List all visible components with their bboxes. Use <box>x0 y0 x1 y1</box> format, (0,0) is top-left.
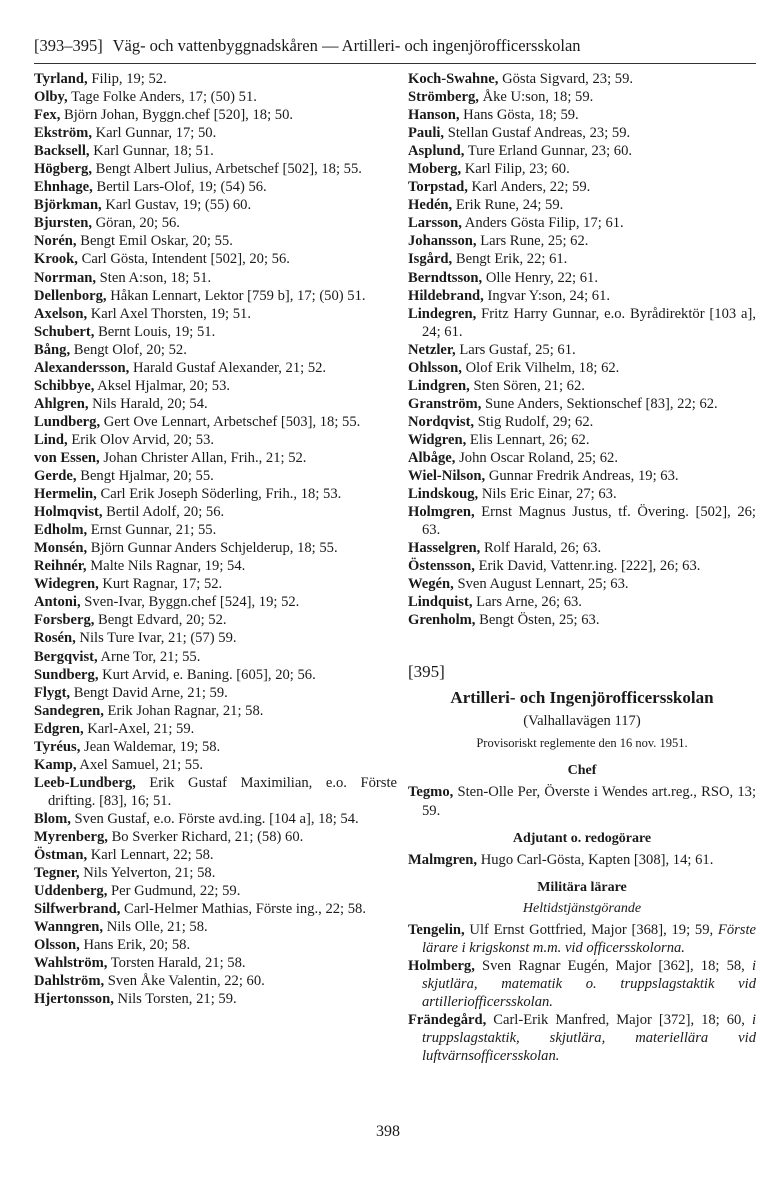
entry-text: Ingvar Y:son, 24; 61. <box>487 287 611 304</box>
list-entry <box>34 936 397 954</box>
entry-name: Schubert, <box>34 323 95 340</box>
list-entry <box>408 160 756 178</box>
header-title: Väg- och vattenbyggnadskåren — Artilleri- och ingenjörofficersskolan <box>112 36 581 55</box>
entry-name: Uddenberg, <box>34 883 108 900</box>
header-rule <box>34 63 756 64</box>
entry-text: Carl Erik Joseph Söderling, Frih., 18; 53. <box>100 486 342 503</box>
entry-name: Malmgren, <box>408 851 478 868</box>
list-entry <box>408 593 756 611</box>
entry-text: Karl Anders, 22; 59. <box>471 179 591 196</box>
entry-name: Ehnhage, <box>34 179 93 196</box>
entry-text: Göran, 20; 56. <box>95 215 180 232</box>
entry-text: Bengt Olof, 20; 52. <box>73 341 187 358</box>
entry-text: Nils Harald, 20; 54. <box>92 395 208 412</box>
list-entry <box>34 341 397 359</box>
entry-name: Hermelin, <box>34 486 97 503</box>
list-entry <box>408 359 756 377</box>
entry-text: Gösta Sigvard, 23; 59. <box>502 71 634 87</box>
running-header <box>34 36 756 56</box>
entry-name: Högberg, <box>34 161 92 178</box>
entry-name: Schibbye, <box>34 377 95 394</box>
list-entry <box>408 557 756 575</box>
entry-name: Edgren, <box>34 720 84 737</box>
list-entry <box>34 629 397 647</box>
entry-name: Torpstad, <box>408 179 468 196</box>
list-entry <box>34 684 397 702</box>
entry-name: Nordqvist, <box>408 413 475 430</box>
entry-name: Silfwerbrand, <box>34 901 121 918</box>
list-entry <box>408 269 756 287</box>
entry-text: Hans Erik, 20; 58. <box>83 937 191 954</box>
list-entry <box>408 449 756 467</box>
entry-text: Hans Gösta, 18; 59. <box>463 107 579 124</box>
entry-name: Krook, <box>34 251 78 268</box>
list-entry <box>408 341 756 359</box>
left-column <box>34 70 397 1008</box>
right-entry-list <box>408 70 756 629</box>
entry-name: Forsberg, <box>34 612 95 629</box>
adjutant-heading: Adjutant o. redogörare <box>512 830 652 846</box>
entry-text: Sven Ragnar Eugén, Major [362], 18; 58, <box>482 957 745 974</box>
list-entry <box>408 250 756 268</box>
entry-name: Johansson, <box>408 233 477 250</box>
entry-text: Stig Rudolf, 29; 62. <box>477 413 594 430</box>
entry-name: Frändegård, <box>408 1011 487 1028</box>
page-range: [393–395] <box>34 36 103 55</box>
list-entry <box>408 70 756 88</box>
entry-text: Bertil Adolf, 20; 56. <box>106 504 225 521</box>
list-entry <box>408 539 756 557</box>
entry-name: Lundberg, <box>34 413 101 430</box>
entry-name: Hedén, <box>408 197 453 214</box>
entry-note: i skjutlära, matematik o. truppslagstaktik vid artilleriofficersskolan. <box>422 957 756 1010</box>
entry-name: Sandegren, <box>34 702 104 719</box>
entry-text: Carl-Erik Manfred, Major [372], 18; 60, <box>493 1011 745 1028</box>
entry-text: Carl Gösta, Intendent [502], 20; 56. <box>81 251 290 268</box>
list-entry <box>34 106 397 124</box>
list-entry <box>34 359 397 377</box>
list-entry <box>34 828 397 846</box>
entry-name: Bjursten, <box>34 215 92 232</box>
entry-name: Netzler, <box>408 341 456 358</box>
entry-text: Arne Tor, 21; 55. <box>100 648 201 665</box>
entry-text: Bertil Lars-Olof, 19; (54) 56. <box>96 179 267 196</box>
entry-text: Lars Arne, 26; 63. <box>476 594 582 611</box>
list-entry <box>34 864 397 882</box>
entry-name: Wiel-Nilson, <box>408 468 486 485</box>
list-entry <box>34 774 397 810</box>
entry-name: Norén, <box>34 233 77 250</box>
entry-name: Tegner, <box>34 865 80 882</box>
list-entry <box>408 1011 756 1065</box>
entry-text: Hugo Carl-Gösta, Kapten [308], 14; 61. <box>480 851 714 868</box>
entry-name: Hanson, <box>408 107 460 124</box>
entry-text: Gunnar Fredrik Andreas, 19; 63. <box>488 468 679 485</box>
entry-name: Ekström, <box>34 125 92 142</box>
entry-text: Lars Gustaf, 25; 61. <box>459 341 576 358</box>
entry-text: Ernst Magnus Justus, tf. Övering. [502], 26; 63. <box>422 504 756 539</box>
section-title: Artilleri- och Ingenjörofficersskolan <box>450 688 714 708</box>
entry-name: Fex, <box>34 107 61 124</box>
entry-text: Bengt Emil Oskar, 20; 55. <box>80 233 233 250</box>
entry-name: Bång, <box>34 341 71 358</box>
entry-text: Karl Axel Thorsten, 19; 51. <box>90 305 252 322</box>
list-entry <box>408 413 756 431</box>
entry-text: Ulf Ernst Gottfried, Major [368], 19; 59, <box>469 921 714 938</box>
list-entry <box>34 431 397 449</box>
entry-text: Filip, 19; 52. <box>91 71 167 87</box>
entry-name: Albåge, <box>408 449 456 466</box>
entry-name: Holmgren, <box>408 504 475 521</box>
entry-name: Lindegren, <box>408 305 477 322</box>
entry-name: Wegén, <box>408 576 454 593</box>
chef-heading: Chef <box>567 763 597 779</box>
entry-name: Olby, <box>34 89 68 106</box>
list-entry <box>34 413 397 431</box>
page-number: 398 <box>376 1123 400 1140</box>
entry-text: Harald Gustaf Alexander, 21; 52. <box>132 359 327 376</box>
list-entry <box>408 921 756 957</box>
list-entry <box>34 810 397 828</box>
list-entry <box>34 990 397 1008</box>
teachers-heading: Militära lärare <box>537 879 627 895</box>
entry-text: Johan Christer Allan, Frih., 21; 52. <box>103 449 307 466</box>
list-entry <box>408 232 756 250</box>
list-entry <box>408 611 756 629</box>
entry-text: Björn Gunnar Anders Schjelderup, 18; 55. <box>90 540 338 557</box>
entry-text: Erik Gustaf Maximilian, e.o. Förste drifting. [83], 16; 51. <box>48 774 397 809</box>
list-entry <box>34 142 397 160</box>
list-entry <box>408 196 756 214</box>
entry-name: Antoni, <box>34 594 81 611</box>
entry-name: Leeb-Lundberg, <box>34 774 136 791</box>
entry-name: Tyréus, <box>34 738 81 755</box>
entry-name: Hasselgren, <box>408 540 481 557</box>
entry-text: Kurt Arvid, e. Baning. [605], 20; 56. <box>102 666 316 683</box>
entry-text: Jean Waldemar, 19; 58. <box>84 738 221 755</box>
entry-name: Koch-Swahne, <box>408 71 499 87</box>
entry-name: Widegren, <box>34 576 99 593</box>
list-entry <box>408 305 756 341</box>
entry-text: Björn Johan, Byggn.chef [520], 18; 50. <box>64 107 294 124</box>
entry-text: John Oscar Roland, 25; 62. <box>459 449 618 466</box>
list-entry <box>34 846 397 864</box>
entry-text: Erik David, Vattenr.ing. [222], 26; 63. <box>478 558 701 575</box>
entry-name: Östensson, <box>408 558 475 575</box>
list-entry <box>408 88 756 106</box>
entry-name: von Essen, <box>34 449 100 466</box>
entry-text: Rolf Harald, 26; 63. <box>483 540 602 557</box>
entry-name: Tegmo, <box>408 784 454 801</box>
entry-text: Nils Olle, 21; 58. <box>106 919 208 936</box>
list-entry <box>34 900 397 918</box>
entry-text: Karl Gustav, 19; (55) 60. <box>105 197 252 214</box>
entry-text: Håkan Lennart, Lektor [759 b], 17; (50) 51. <box>110 287 366 304</box>
entry-text: Sten-Olle Per, Överste i Wendes art.reg., RSO, 13; 59. <box>422 784 756 819</box>
entry-text: Sune Anders, Sektionschef [83], 22; 62. <box>485 395 718 412</box>
entry-name: Moberg, <box>408 161 462 178</box>
entry-name: Larsson, <box>408 215 462 232</box>
entry-text: Åke U:son, 18; 59. <box>482 89 594 106</box>
entry-name: Norrman, <box>34 269 97 286</box>
entry-text: Sven August Lennart, 25; 63. <box>457 576 629 593</box>
entry-text: Sven Gustaf, e.o. Förste avd.ing. [104 a], 18; 54. <box>74 810 359 827</box>
entry-name: Kamp, <box>34 756 77 773</box>
entry-name: Hildebrand, <box>408 287 484 304</box>
entry-name: Ahlgren, <box>34 395 89 412</box>
entry-name: Pauli, <box>408 125 445 142</box>
list-entry <box>34 377 397 395</box>
entry-text: Bernt Louis, 19; 51. <box>98 323 216 340</box>
section-decree: Provisoriskt reglemente den 16 nov. 1951. <box>476 736 688 751</box>
list-entry <box>34 395 397 413</box>
entry-name: Wahlström, <box>34 955 108 972</box>
entry-text: Elis Lennart, 26; 62. <box>469 431 590 448</box>
list-entry <box>408 485 756 503</box>
entry-text: Tage Folke Anders, 17; (50) 51. <box>71 89 257 106</box>
entry-name: Myrenberg, <box>34 828 108 845</box>
list-entry <box>408 178 756 196</box>
list-entry <box>34 196 397 214</box>
entry-text: Bengt Östen, 25; 63. <box>479 612 600 629</box>
entry-text: Erik Rune, 24; 59. <box>455 197 564 214</box>
entry-text: Karl Gunnar, 18; 51. <box>93 143 214 160</box>
teacher-list <box>408 921 756 1065</box>
list-entry <box>34 269 397 287</box>
entry-name: Blom, <box>34 810 71 827</box>
list-entry <box>34 882 397 900</box>
entry-text: Gert Ove Lennart, Arbetschef [503], 18; 55. <box>103 413 361 430</box>
list-entry <box>34 287 397 305</box>
list-entry <box>34 305 397 323</box>
list-entry <box>34 449 397 467</box>
list-entry <box>408 377 756 395</box>
list-entry <box>408 503 756 539</box>
list-entry <box>34 702 397 720</box>
entry-name: Olsson, <box>34 937 80 954</box>
entry-name: Strömberg, <box>408 89 479 106</box>
entry-text: Anders Gösta Filip, 17; 61. <box>464 215 624 232</box>
entry-text: Karl Filip, 23; 60. <box>464 161 570 178</box>
list-entry <box>34 575 397 593</box>
list-entry <box>408 106 756 124</box>
entry-note: Förste lärare i krigskonst m.m. vid officersskolorna. <box>422 921 757 956</box>
section-address: (Valhallavägen 117) <box>523 713 641 730</box>
entry-text: Bengt Albert Julius, Arbetschef [502], 18; 55. <box>95 161 362 178</box>
list-entry <box>34 503 397 521</box>
entry-text: Kurt Ragnar, 17; 52. <box>102 576 223 593</box>
entry-text: Torsten Harald, 21; 58. <box>110 955 246 972</box>
entry-text: Nils Ture Ivar, 21; (57) 59. <box>79 630 237 647</box>
list-entry <box>408 395 756 413</box>
list-entry <box>34 88 397 106</box>
entry-name: Monsén, <box>34 540 88 557</box>
entry-name: Berndtsson, <box>408 269 483 286</box>
list-entry <box>34 214 397 232</box>
list-entry <box>34 756 397 774</box>
list-entry <box>34 539 397 557</box>
entry-name: Flygt, <box>34 684 71 701</box>
entry-name: Hjertonsson, <box>34 991 114 1008</box>
entry-name: Granström, <box>408 395 482 412</box>
entry-name: Gerde, <box>34 468 77 485</box>
entry-text: Stellan Gustaf Andreas, 23; 59. <box>447 125 631 142</box>
entry-text: Olof Erik Vilhelm, 18; 62. <box>465 359 620 376</box>
list-entry <box>408 124 756 142</box>
entry-name: Isgård, <box>408 251 453 268</box>
entry-name: Lindskoug, <box>408 486 479 503</box>
entry-name: Ohlsson, <box>408 359 462 376</box>
entry-text: Bengt Hjalmar, 20; 55. <box>80 468 214 485</box>
entry-note: i truppslagstaktik, skjutlära, materiellära vid luftvärnsofficersskolan. <box>422 1011 756 1064</box>
list-entry <box>34 611 397 629</box>
list-entry <box>34 485 397 503</box>
list-entry <box>34 593 397 611</box>
list-entry <box>34 666 397 684</box>
entry-text: Sven Åke Valentin, 22; 60. <box>107 973 265 990</box>
entry-name: Holmberg, <box>408 957 475 974</box>
entry-text: Nils Yelverton, 21; 58. <box>83 865 216 882</box>
list-entry <box>34 70 397 88</box>
entry-text: Karl Gunnar, 17; 50. <box>95 125 217 142</box>
entry-text: Fritz Harry Gunnar, e.o. Byrådirektör [103 a], 24; 61. <box>422 305 756 340</box>
teachers-subheading: Heltidstjänstgörande <box>522 900 642 916</box>
adjutant-entry <box>408 851 756 869</box>
entry-text: Bengt David Arne, 21; 59. <box>73 684 228 701</box>
entry-name: Sundberg, <box>34 666 99 683</box>
entry-text: Karl-Axel, 21; 59. <box>87 720 195 737</box>
entry-text: Lars Rune, 25; 62. <box>480 233 589 250</box>
list-entry <box>408 287 756 305</box>
entry-text: Nils Eric Einar, 27; 63. <box>481 486 617 503</box>
list-entry <box>34 738 397 756</box>
list-entry <box>34 954 397 972</box>
entry-text: Sten Sören, 21; 62. <box>473 377 585 394</box>
entry-text: Erik Olov Arvid, 20; 53. <box>71 431 215 448</box>
entry-name: Björkman, <box>34 197 102 214</box>
entry-name: Dellenborg, <box>34 287 107 304</box>
entry-name: Tengelin, <box>408 921 465 938</box>
entry-name: Asplund, <box>408 143 465 160</box>
entry-name: Dahlström, <box>34 973 105 990</box>
entry-name: Lindquist, <box>408 594 473 611</box>
list-entry <box>34 250 397 268</box>
entry-name: Tyrland, <box>34 71 88 87</box>
list-entry <box>34 323 397 341</box>
entry-text: Bo Sverker Richard, 21; (58) 60. <box>111 828 304 845</box>
entry-name: Reihnér, <box>34 558 87 575</box>
list-entry <box>34 648 397 666</box>
list-entry <box>408 431 756 449</box>
entry-text: Bengt Edvard, 20; 52. <box>98 612 227 629</box>
entry-text: Sten A:son, 18; 51. <box>99 269 212 286</box>
entry-name: Lind, <box>34 431 68 448</box>
entry-text: Ernst Gunnar, 21; 55. <box>90 522 217 539</box>
list-entry <box>408 957 756 1011</box>
section-number: [395] <box>408 662 445 682</box>
entry-name: Backsell, <box>34 143 90 160</box>
entry-name: Edholm, <box>34 522 88 539</box>
entry-name: Rosén, <box>34 630 76 647</box>
right-column <box>408 70 756 1065</box>
entry-text: Nils Torsten, 21; 59. <box>117 991 237 1008</box>
list-entry <box>34 232 397 250</box>
list-entry <box>408 575 756 593</box>
list-entry <box>34 467 397 485</box>
entry-text: Bengt Erik, 22; 61. <box>455 251 568 268</box>
entry-text: Olle Henry, 22; 61. <box>485 269 598 286</box>
entry-text: Ture Erland Gunnar, 23; 60. <box>467 143 633 160</box>
entry-text: Malte Nils Ragnar, 19; 54. <box>90 558 246 575</box>
entry-name: Wanngren, <box>34 919 104 936</box>
entry-text: Sven-Ivar, Byggn.chef [524], 19; 52. <box>84 594 300 611</box>
list-entry <box>34 521 397 539</box>
entry-text: Per Gudmund, 22; 59. <box>111 883 241 900</box>
entry-name: Holmqvist, <box>34 504 103 521</box>
entry-text: Axel Samuel, 21; 55. <box>79 756 204 773</box>
entry-name: Grenholm, <box>408 612 476 629</box>
entry-text: Aksel Hjalmar, 20; 53. <box>97 377 231 394</box>
entry-name: Östman, <box>34 847 88 864</box>
list-entry <box>34 160 397 178</box>
list-entry <box>34 557 397 575</box>
entry-name: Axelson, <box>34 305 88 322</box>
list-entry <box>34 178 397 196</box>
entry-name: Alexandersson, <box>34 359 130 376</box>
entry-name: Lindgren, <box>408 377 470 394</box>
entry-text: Carl-Helmer Mathias, Förste ing., 22; 58. <box>124 901 366 918</box>
list-entry <box>34 918 397 936</box>
entry-text: Erik Johan Ragnar, 21; 58. <box>107 702 264 719</box>
list-entry <box>34 972 397 990</box>
entry-text: Karl Lennart, 22; 58. <box>90 847 214 864</box>
list-entry <box>408 214 756 232</box>
list-entry <box>34 124 397 142</box>
entry-name: Bergqvist, <box>34 648 98 665</box>
entry-name: Widgren, <box>408 431 467 448</box>
list-entry <box>408 467 756 485</box>
list-entry <box>34 720 397 738</box>
list-entry <box>408 142 756 160</box>
chef-entry <box>408 783 756 819</box>
